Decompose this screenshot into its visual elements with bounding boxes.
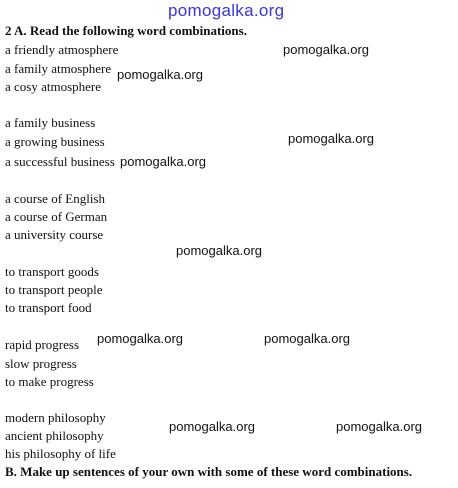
list-item: a successful business: [5, 154, 115, 169]
watermark: pomogalka.org: [169, 419, 255, 434]
watermark: pomogalka.org: [97, 331, 183, 346]
list-item: his philosophy of life: [5, 446, 116, 461]
watermark: pomogalka.org: [336, 419, 422, 434]
task-heading-a: 2 A. Read the following word combinations.: [5, 23, 247, 38]
list-item: to make progress: [5, 374, 94, 389]
site-logo: pomogalka.org: [168, 1, 285, 20]
watermark: pomogalka.org: [264, 331, 350, 346]
list-item: to transport people: [5, 282, 103, 297]
list-item: a family business: [5, 115, 96, 130]
list-item: a growing business: [5, 134, 105, 149]
watermark: pomogalka.org: [288, 131, 374, 146]
list-item: ancient philosophy: [5, 428, 104, 443]
watermark: pomogalka.org: [117, 67, 203, 82]
list-item: a university course: [5, 227, 104, 242]
list-item: a friendly atmosphere: [5, 42, 119, 57]
list-item: a course of English: [5, 191, 106, 206]
list-item: to transport food: [5, 300, 92, 315]
list-item: modern philosophy: [5, 410, 106, 425]
list-item: a cosy atmosphere: [5, 79, 102, 94]
task-heading-b: B. Make up sentences of your own with some of these word combinations.: [5, 464, 413, 479]
list-item: a family atmosphere: [5, 61, 112, 76]
list-item: a course of German: [5, 209, 108, 224]
list-item: to transport goods: [5, 264, 99, 279]
list-item: rapid progress: [5, 337, 80, 352]
watermark: pomogalka.org: [283, 42, 369, 57]
list-item: slow progress: [5, 356, 77, 371]
watermark: pomogalka.org: [176, 243, 262, 258]
watermark: pomogalka.org: [120, 154, 206, 169]
